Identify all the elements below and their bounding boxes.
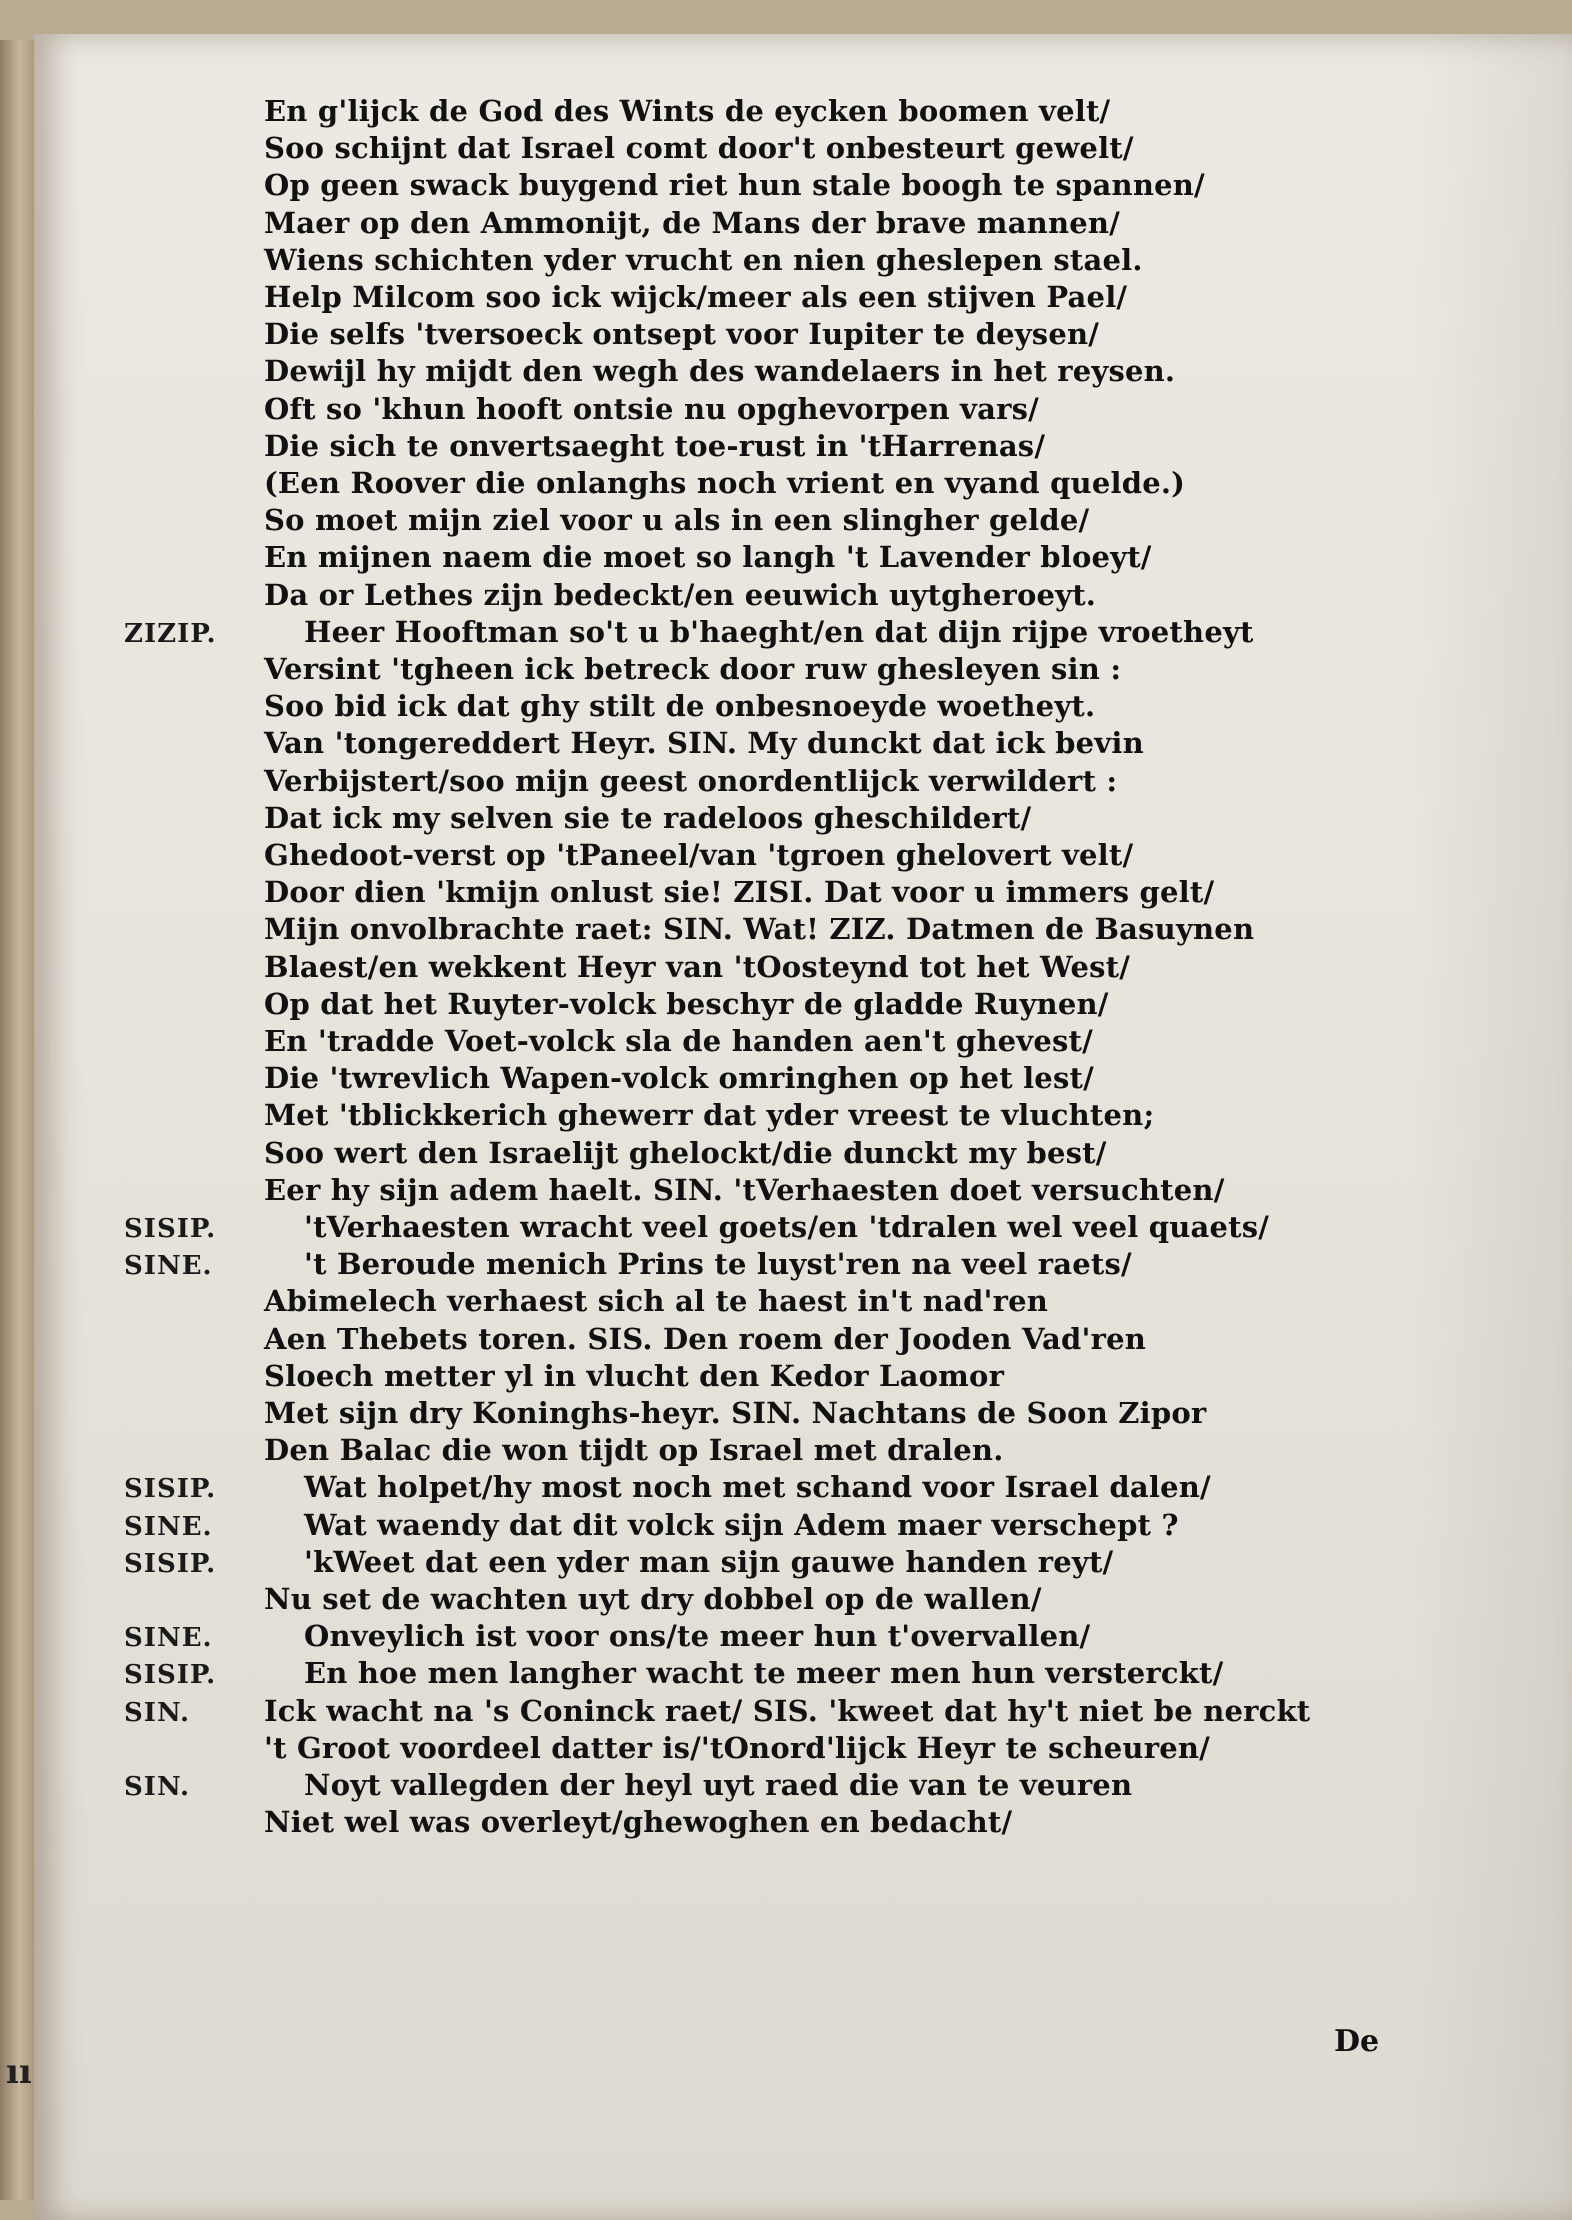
speaker-label: SISIP. bbox=[124, 1474, 217, 1505]
speaker-label: SIN. bbox=[124, 1697, 191, 1728]
catchword: De bbox=[1334, 2024, 1380, 2059]
verse-line: So moet mijn ziel voor u als in een slingher gelde/ bbox=[264, 503, 1090, 538]
verse-line: Heer Hooftman so't u b'haeght/en dat dijn rijpe vroetheyt bbox=[304, 614, 1254, 649]
verse-line: Nu set de wachten uyt dry dobbel op de wallen/ bbox=[264, 1582, 1042, 1616]
verse-line: En 'tradde Voet-volck sla de handen aen't ghevest/ bbox=[264, 1024, 1093, 1058]
verse-line: Op dat het Ruyter-volck beschyr de gladde Ruynen/ bbox=[264, 986, 1109, 1021]
verse-line: Die selfs 'tversoeck ontsept voor Iupiter te deysen/ bbox=[264, 317, 1100, 352]
verse-line: Die 'twrevlich Wapen-volck omringhen op het lest/ bbox=[264, 1061, 1094, 1096]
verse-line: Dewijl hy mijdt den wegh des wandelaers in het reysen. bbox=[264, 354, 1176, 389]
verse-line: Wiens schichten yder vrucht en nien gheslepen stael. bbox=[264, 242, 1143, 277]
verse-line: 'tVerhaesten wracht veel goets/en 'tdralen wel veel quaets/ bbox=[304, 1210, 1270, 1244]
verse-line: Ghedoot-verst op 'tPaneel/van 'tgroen ghelovert velt/ bbox=[264, 838, 1134, 872]
verse-line: Op geen swack buygend riet hun stale boogh te spannen/ bbox=[264, 168, 1205, 203]
edge-page-mark: ıı bbox=[6, 2052, 32, 2092]
speaker-label: SISIP. bbox=[124, 1548, 217, 1579]
verse-line: Mijn onvolbrachte raet: SIN. Wat! ZIZ. Datmen de Basuynen bbox=[264, 912, 1255, 947]
book-page bbox=[34, 34, 1572, 2220]
verse-line: Help Milcom soo ick wijck/meer als een stijven Pael/ bbox=[264, 280, 1128, 314]
verse-line: Ick wacht na 's Coninck raet/ SIS. 'kweet dat hy't niet be nerckt bbox=[264, 1693, 1311, 1728]
verse-line: Blaest/en wekkent Heyr van 'tOosteynd tot het West/ bbox=[264, 949, 1131, 984]
verse-line: 't Groot voordeel datter is/'tOnord'lijck Heyr te scheuren/ bbox=[264, 1730, 1210, 1765]
speaker-label: SISIP. bbox=[124, 1660, 217, 1691]
verse-line: Oft so 'khun hooft ontsie nu opghevorpen vars/ bbox=[264, 391, 1039, 426]
verse-line: (Een Roover die onlanghs noch vrient en vyand quelde.) bbox=[264, 466, 1186, 500]
verse-line: Da or Lethes zijn bedeckt/en eeuwich uytgheroeyt. bbox=[264, 577, 1097, 612]
verse-line: Abimelech verhaest sich al te haest in't nad'ren bbox=[264, 1284, 1049, 1319]
speaker-label: SINE. bbox=[124, 1623, 213, 1654]
verse-line: 't Beroude menich Prins te luyst'ren na veel raets/ bbox=[304, 1247, 1132, 1282]
verse-line: Soo wert den Israelijt ghelockt/die dunckt my best/ bbox=[264, 1135, 1107, 1170]
verse-line: Den Balac die won tijdt op Israel met dralen. bbox=[264, 1433, 1004, 1468]
verse-line: Sloech metter yl in vlucht den Kedor Laomor bbox=[264, 1358, 1005, 1393]
speaker-label: SINE. bbox=[124, 1251, 213, 1282]
verse-line: Met sijn dry Koninghs-heyr. SIN. Nachtans de Soon Zipor bbox=[264, 1396, 1207, 1430]
verse-line: Soo schijnt dat Israel comt door't onbesteurt gewelt/ bbox=[264, 131, 1134, 166]
speaker-label: SIN. bbox=[124, 1772, 191, 1802]
verse-line: Aen Thebets toren. SIS. Den roem der Jooden Vad'ren bbox=[264, 1321, 1146, 1356]
verse-line: En hoe men langher wacht te meer men hun versterckt/ bbox=[304, 1656, 1224, 1691]
verse-line: Dat ick my selven sie te radeloos gheschildert/ bbox=[264, 800, 1032, 835]
verse-line: Noyt vallegden der heyl uyt raed die van te veuren bbox=[304, 1768, 1133, 1802]
verse-line: Met 'tblickkerich ghewerr dat yder vreest te vluchten; bbox=[264, 1098, 1155, 1133]
speaker-label: SISIP. bbox=[124, 1214, 217, 1244]
adjacent-page-edge bbox=[0, 40, 38, 2200]
verse-line: Maer op den Ammonijt, de Mans der brave mannen/ bbox=[264, 205, 1120, 240]
verse-line: Versint 'tgheen ick betreck door ruw ghesleyen sin : bbox=[264, 652, 1122, 686]
verse-line: En mijnen naem die moet so langh 't Lavender bloeyt/ bbox=[264, 540, 1152, 575]
page-shadow bbox=[1412, 34, 1572, 2220]
verse-line: Wat waendy dat dit volck sijn Adem maer verschept ? bbox=[304, 1507, 1179, 1542]
verse-line: En g'lijck de God des Wints de eycken boomen velt/ bbox=[264, 94, 1111, 128]
speaker-label: ZIZIP. bbox=[124, 618, 217, 649]
verse-line: Verbijstert/soo mijn geest onordentlijck verwildert : bbox=[264, 763, 1118, 798]
verse-line: Niet wel was overleyt/ghewoghen en bedacht/ bbox=[264, 1805, 1013, 1840]
verse-line: Soo bid ick dat ghy stilt de onbesnoeyde woetheyt. bbox=[264, 689, 1096, 724]
speaker-label: SINE. bbox=[124, 1511, 213, 1542]
verse-line: Wat holpet/hy most noch met schand voor Israel dalen/ bbox=[304, 1470, 1211, 1505]
verse-line: Van 'tongereddert Heyr. SIN. My dunckt dat ick bevin bbox=[264, 726, 1144, 761]
verse-line: Eer hy sijn adem haelt. SIN. 'tVerhaesten doet versuchten/ bbox=[264, 1172, 1225, 1207]
verse-line: Door dien 'kmijn onlust sie! ZISI. Dat voor u immers gelt/ bbox=[264, 875, 1215, 910]
verse-line: Onveylich ist voor ons/te meer hun t'overvallen/ bbox=[304, 1619, 1091, 1654]
verse-line: Die sich te onvertsaeght toe-rust in 'tHarrenas/ bbox=[264, 428, 1046, 463]
verse-line: 'kWeet dat een yder man sijn gauwe handen reyt/ bbox=[304, 1544, 1114, 1579]
